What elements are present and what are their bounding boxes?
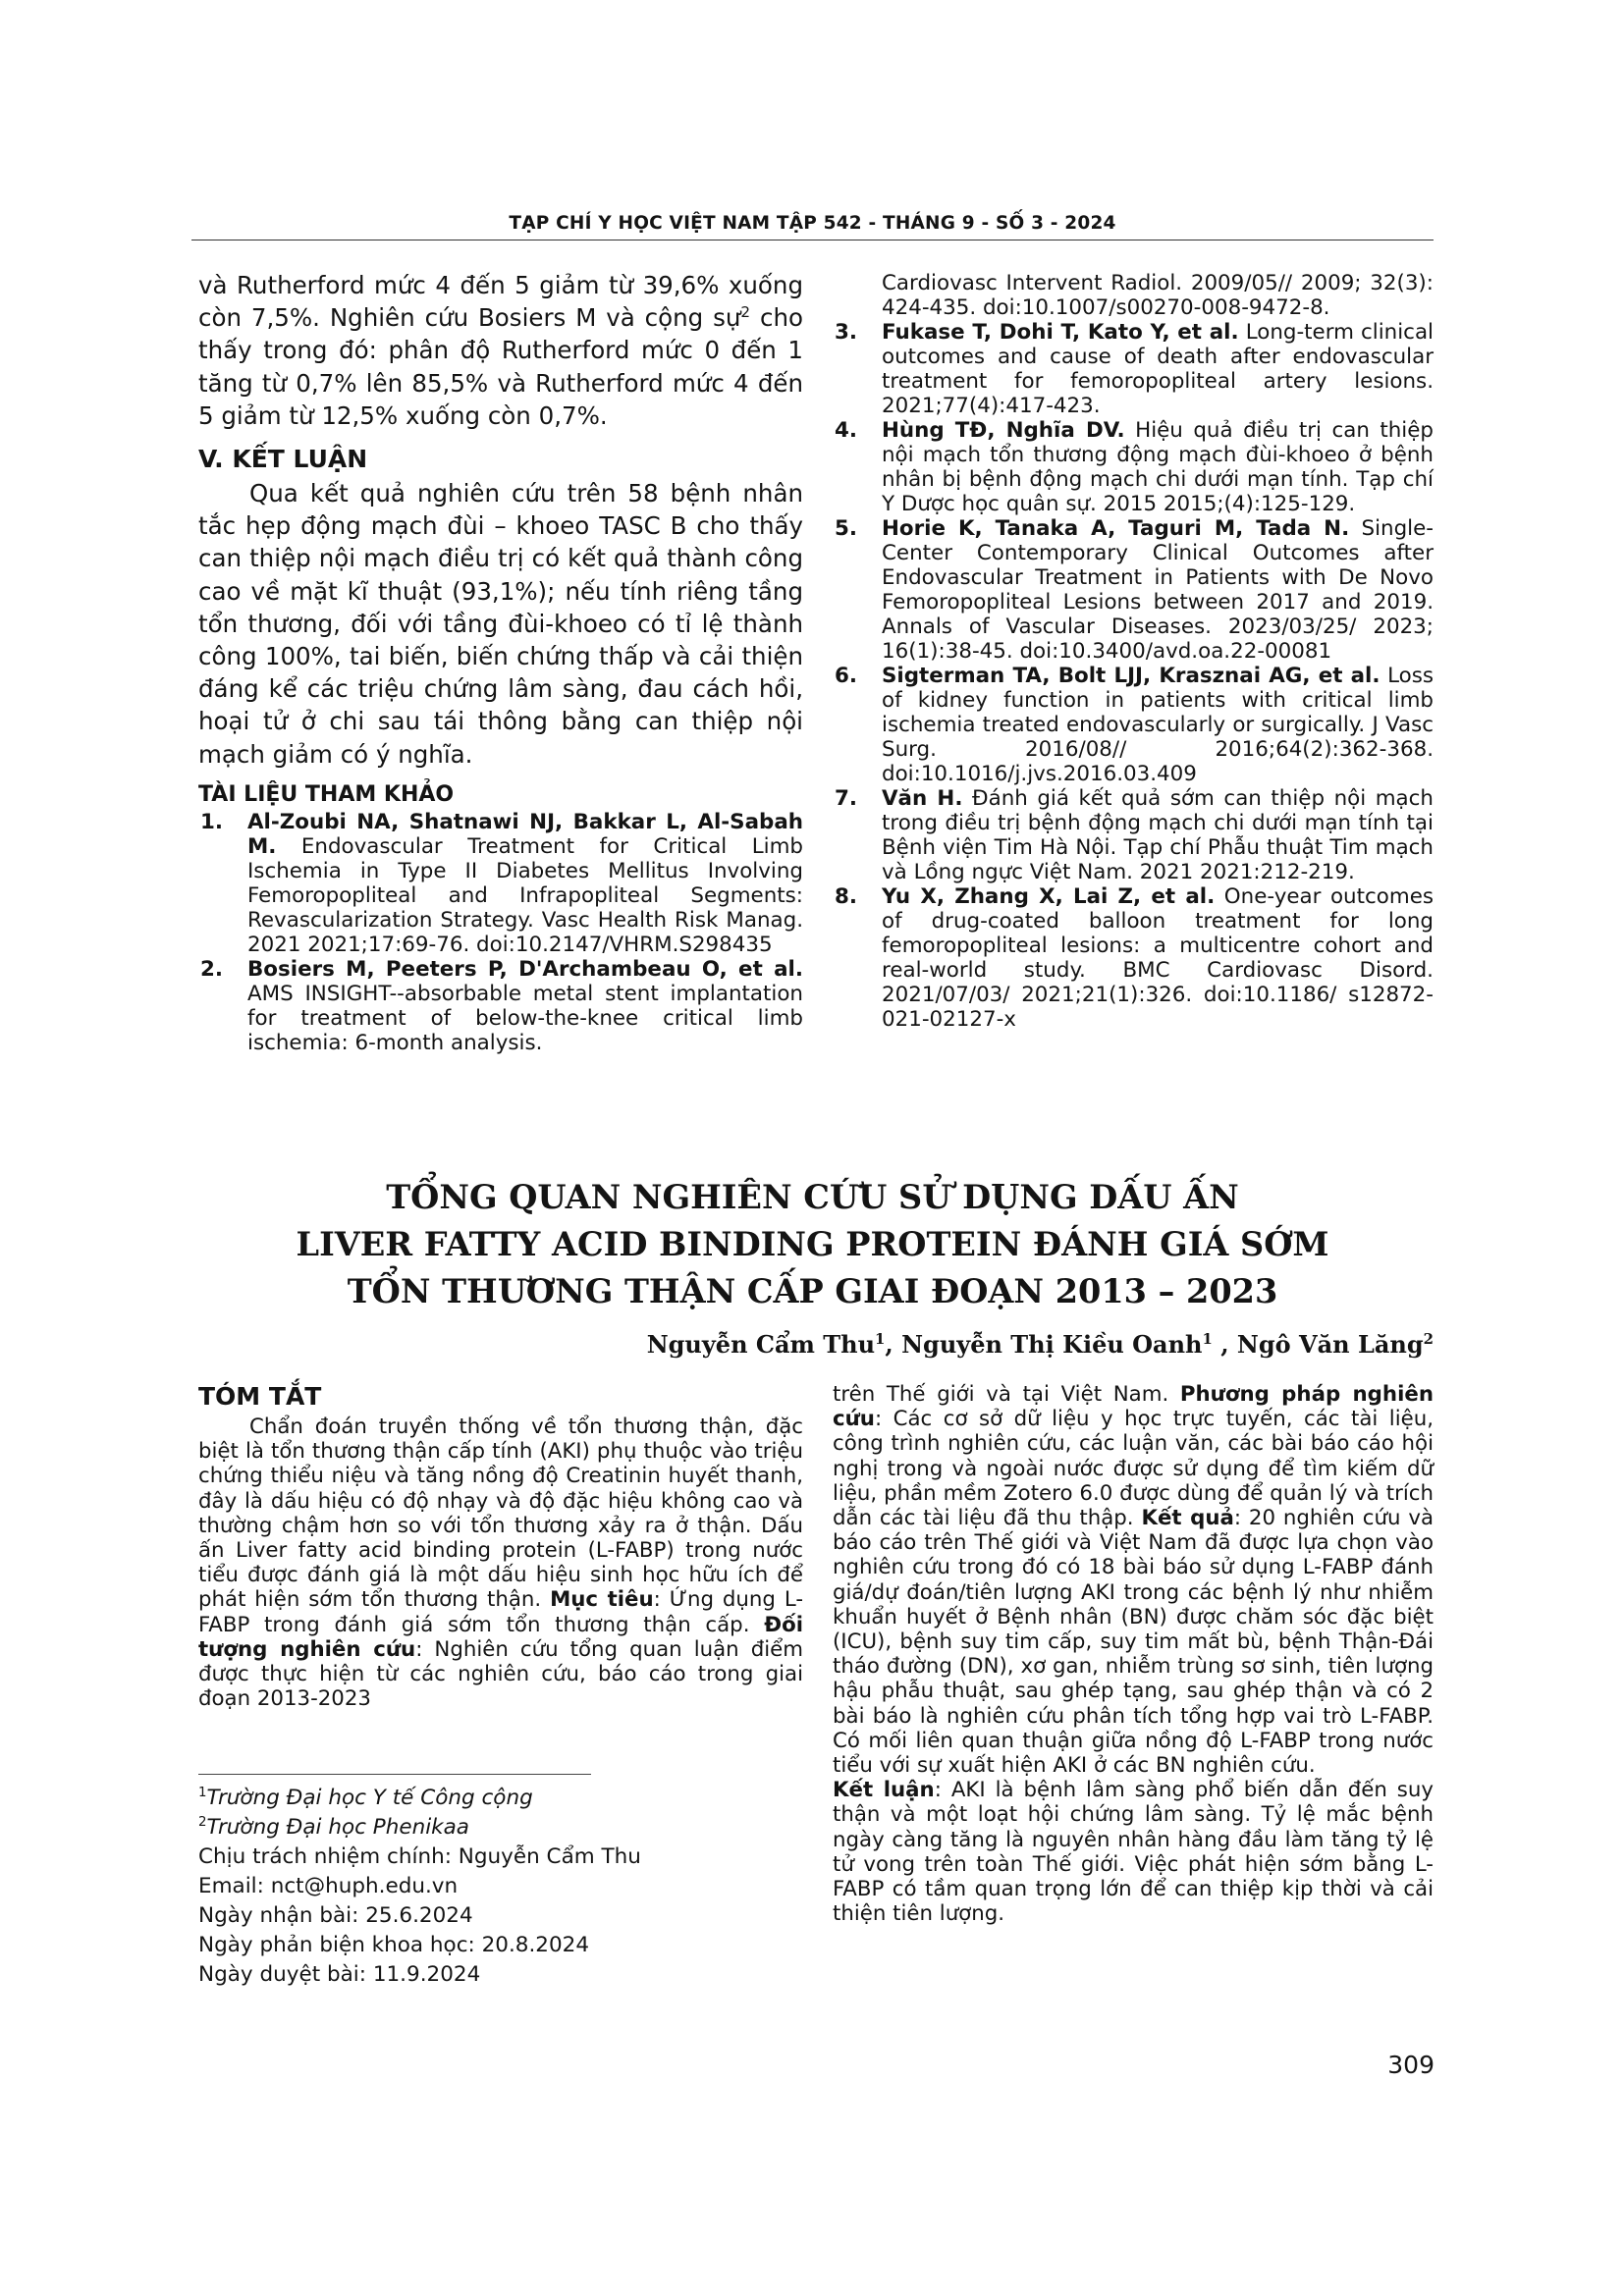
page-number: 309 (1387, 2051, 1435, 2079)
reference-number: 3. (835, 320, 858, 345)
author-list (647, 1330, 1434, 1359)
article-title-line-3: TỔN THƯƠNG THẬN CẤP GIAI ĐOẠN 2013 – 2023 (347, 1272, 1278, 1310)
abstract-intro: Chẩn đoán truyền thống về tổn thương thận, đặc biệt là tổn thương thận cấp tính (AKI) phụ thuộc vào triệu chứng thiểu niệu và tăng nồng độ Creatinin huyết thanh, đây là dấu hiệu có độ nhạy và độ đặc hiệu không cao và thường chậm hơn so với tổn thương xảy ra ở thận. Dấu ấn Liver fatty acid binding protein (L-FABP) trong nước tiểu được đánh giá là một dấu hiệu sinh học hữu ích để phát hiện sớm tổn thương thận. (198, 1415, 803, 1613)
affiliation-name: Trường Đại học Phenikaa (206, 1815, 469, 1840)
reference-number: 8. (835, 884, 858, 909)
results-paragraph (198, 269, 803, 432)
author-affiliation-sup: 1 (875, 1330, 886, 1348)
reference-authors: Bosiers M, Peeters P, D'Archambeau O, et al. (247, 956, 803, 982)
conclusion-paragraph: Qua kết quả nghiên cứu trên 58 bệnh nhân tắc hẹp động mạch đùi – khoeo TASC B cho thấy can thiệp nội mạch điều trị có kết quả thành công cao về mặt kĩ thuật (93,1%); nếu tính riêng tầng tổn thương, đối với tầng đùi-khoeo có tỉ lệ thành công 100%, tai biến, biến chứng thấp và cải thiện đáng kể các triệu chứng lâm sàng, đau cách hồi, hoại tử ở chi sau tái thông bằng can thiệp nội mạch giảm có ý nghĩa. (198, 479, 803, 769)
accepted-date: Ngày duyệt bài: 11.9.2024 (198, 1962, 481, 1987)
affiliation-1 (198, 1784, 533, 1813)
abstract-left (198, 1379, 803, 1711)
reference-authors: Văn H. (882, 786, 963, 811)
reference-number: 4. (835, 418, 858, 443)
results-text-a: và Rutherford mức 4 đến 5 giảm từ 39,6% xuống còn 7,5%. Nghiên cứu Bosiers M và cộng sự (198, 271, 803, 333)
reference-item (833, 320, 1434, 418)
affiliation-2 (198, 1813, 469, 1842)
subject-text: : Nghiên cứu tổng quan luận điểm được thực hiện từ các nghiên cứu, báo cáo trong giai đoạn 2013-2023 (198, 1636, 803, 1712)
reference-authors: Fukase T, Dohi T, Kato Y, et al. (882, 320, 1239, 345)
method-label: Phương pháp nghiên cứu (833, 1382, 1434, 1432)
objective-label: Mục tiêu (550, 1587, 654, 1613)
reference-authors: Al-Zoubi NA, Shatnawi NJ, Bakkar L, Al-Sabah M. (247, 809, 803, 859)
journal-header: TẠP CHÍ Y HỌC VIỆT NAM TẬP 542 - THÁNG 9 - SỐ 3 - 2024 (509, 213, 1116, 234)
reference-text: Đánh giá kết quả sớm can thiệp nội mạch trong điều trị bệnh động mạch chi dưới mạn tính tại Bệnh viện Tim Hà Nội. Tạp chí Phẫu thuật Tim mạch và Lồng ngực Việt Nam. 2021 2021:212-219. (882, 786, 1434, 884)
reference-text: Hiệu quả điều trị can thiệp nội mạch tổn thương động mạch đùi-khoeo ở bệnh nhân bị bệnh động mạch chi dưới mạn tính. Tạp chí Y Dược học quân sự. 2015 2015;(4):125-129. (882, 418, 1434, 516)
conclusion-label: Kết luận (833, 1778, 935, 1803)
article-title-line-2: LIVER FATTY ACID BINDING PROTEIN ĐÁNH GIÁ SỚM (296, 1225, 1329, 1263)
reference-number: 7. (835, 786, 858, 811)
reference-number: 5. (835, 516, 858, 541)
reference-item (833, 884, 1434, 1032)
conclusion-heading: V. KẾT LUẬN (198, 445, 368, 474)
review-date: Ngày phản biện khoa học: 20.8.2024 (198, 1933, 590, 1957)
reference-authors: Hùng TĐ, Nghĩa DV. (882, 418, 1125, 443)
reference-item (833, 516, 1434, 664)
reference-number: 2. (200, 956, 224, 982)
objective-text: : Ứng dụng L-FABP trong đánh giá sớm tổn thương thận cấp. (198, 1587, 804, 1637)
received-date: Ngày nhận bài: 25.6.2024 (198, 1903, 473, 1928)
abstract-right (833, 1382, 1434, 1926)
reference-text: Endovascular Treatment for Critical Limb Ischemia in Type II Diabetes Mellitus Involving Femoropopliteal and Infrapopliteal Segments: Revascularization Strategy. Vasc Health Risk Manag. 2021 2021;17:69-76. doi:10.2147/VHRM.S298435 (247, 833, 803, 957)
reference-item (833, 418, 1434, 516)
reference-text: Loss of kidney function in patients with critical limb ischemia treated endovascularly or surgically. J Vasc Surg. 2016/08// 2016;64(2):362-368. doi:10.1016/j.jvs.2016.03.409 (882, 664, 1434, 786)
reference-continuation: Cardiovasc Intervent Radiol. 2009/05// 2009; 32(3): 424-435. doi:10.1007/s00270-008-9472-8. (882, 271, 1434, 320)
reference-text: AMS INSIGHT--absorbable metal stent implantation for treatment of below-the-knee critical limb ischemia: 6-month analysis. (247, 981, 803, 1055)
email-line: Email: nct@huph.edu.vn (198, 1874, 459, 1898)
results-text: : 20 nghiên cứu và báo cáo trên Thế giới và Việt Nam đã được lựa chọn vào nghiên cứu trong đó có 18 bài báo sử dụng L-FABP đánh giá/dự đoán/tiên lượng AKI trong các bệnh lý như nhiễm khuẩn huyết ở Bệnh nhân (BN) được chăm sóc đặc biệt (ICU), bệnh suy tim cấp, suy tim mất bù, bệnh Thận-Đái tháo đường (DN), xơ gan, nhiễm trùng sơ sinh, tiên lượng hậu phẫu thuật, sau ghép tạng, sau ghép thận và có 2 bài báo là nghiên cứu phân tích tổng hợp vai trò L-FABP. Có mối liên quan thuận giữa nồng độ L-FABP trong nước tiểu với sự xuất hiện AKI ở các BN nghiên cứu. (833, 1506, 1434, 1779)
references-heading: TÀI LIỆU THAM KHẢO (198, 781, 455, 807)
reference-item (833, 664, 1434, 786)
author-name: , Ngô Văn Lăng (1212, 1330, 1424, 1359)
article-title-line-1: TỔNG QUAN NGHIÊN CỨU SỬ DỤNG DẤU ẤN (386, 1178, 1239, 1216)
reference-text: Single-Center Contemporary Clinical Outcomes after Endovascular Treatment in Patients with De Novo Femoropopliteal Lesions between 2017 and 2019. Annals of Vascular Diseases. 2023/03/25/ 2023; 16(1):38-45. doi:10.3400/avd.oa.22-00081 (882, 516, 1434, 664)
reference-text: One-year outcomes of drug-coated balloon treatment for long femoropopliteal lesions: a multicentre cohort and real-world study. BMC Cardiovasc Disord. 2021/07/03/ 2021;21(1):326. doi:10.1186/ s12872-021-02127-x (882, 884, 1434, 1032)
author-name: Nguyễn Cẩm Thu (646, 1330, 876, 1359)
conclusion-text: : AKI là bệnh lâm sàng phổ biến dẫn đến suy thận và một loạt hội chứng lâm sàng. Tỷ lệ mắc bệnh ngày càng tăng là nguyên nhân hàng đầu làm tăng tỷ lệ tử vong trên toàn Thế giới. Việc phát hiện sớm bằng L-FABP có tầm quan trọng lớn để can thiệp kịp thời và cải thiện tiên lượng. (833, 1778, 1434, 1927)
left-column-top (198, 269, 803, 1055)
affiliation-sup: 1 (198, 1785, 207, 1800)
abstract-paragraph (198, 1415, 803, 1711)
abstract-heading: TÓM TẮT (198, 1382, 322, 1411)
abstract-paragraph-cont (833, 1382, 1434, 1926)
author-name: , Nguyễn Thị Kiều Oanh (885, 1330, 1203, 1359)
footnote-divider (198, 1774, 591, 1775)
reference-authors: Sigterman TA, Bolt LJJ, Krasznai AG, et al. (882, 664, 1380, 688)
reference-text: Long-term clinical outcomes and cause of death after endovascular treatment for femoropopliteal artery lesions. 2021;77(4):417-423. (882, 320, 1434, 418)
subject-continuation: trên Thế giới và tại Việt Nam. (833, 1382, 1180, 1407)
reference-number: 6. (835, 664, 858, 688)
responsible-author: Chịu trách nhiệm chính: Nguyễn Cẩm Thu (198, 1844, 641, 1869)
reference-authors: Horie K, Tanaka A, Taguri M, Tada N. (882, 516, 1350, 541)
right-column-top (833, 271, 1434, 1032)
author-affiliation-sup: 1 (1202, 1330, 1213, 1348)
reference-item (198, 957, 803, 1055)
results-text-b: cho thấy trong đó: phân độ Rutherford mức 0 đến 1 tăng từ 0,7% lên 85,5% và Rutherford mức 4 đến 5 giảm từ 12,5% xuống còn 0,7%. (198, 303, 803, 430)
reference-number: 1. (200, 809, 224, 834)
reference-item (198, 810, 803, 957)
method-text: : Các cơ sở dữ liệu y học trực tuyến, các tài liệu, công trình nghiên cứu, các luận văn, các bài báo cáo hội nghị trong và ngoài nước được sử dụng để tìm kiếm dữ liệu, phần mềm Zotero 6.0 được dùng để quản lý và trích dẫn các tài liệu đã thu thập. (833, 1407, 1434, 1531)
reference-authors: Yu X, Zhang X, Lai Z, et al. (882, 884, 1216, 909)
citation-sup: 2 (740, 303, 751, 322)
affiliation-sup: 2 (198, 1814, 207, 1830)
author-affiliation-sup: 2 (1423, 1330, 1434, 1348)
subject-label: Đối tượng nghiên cứu (198, 1612, 803, 1662)
affiliation-name: Trường Đại học Y tế Công cộng (206, 1786, 533, 1810)
results-label: Kết quả (1141, 1506, 1234, 1531)
reference-item (833, 786, 1434, 884)
